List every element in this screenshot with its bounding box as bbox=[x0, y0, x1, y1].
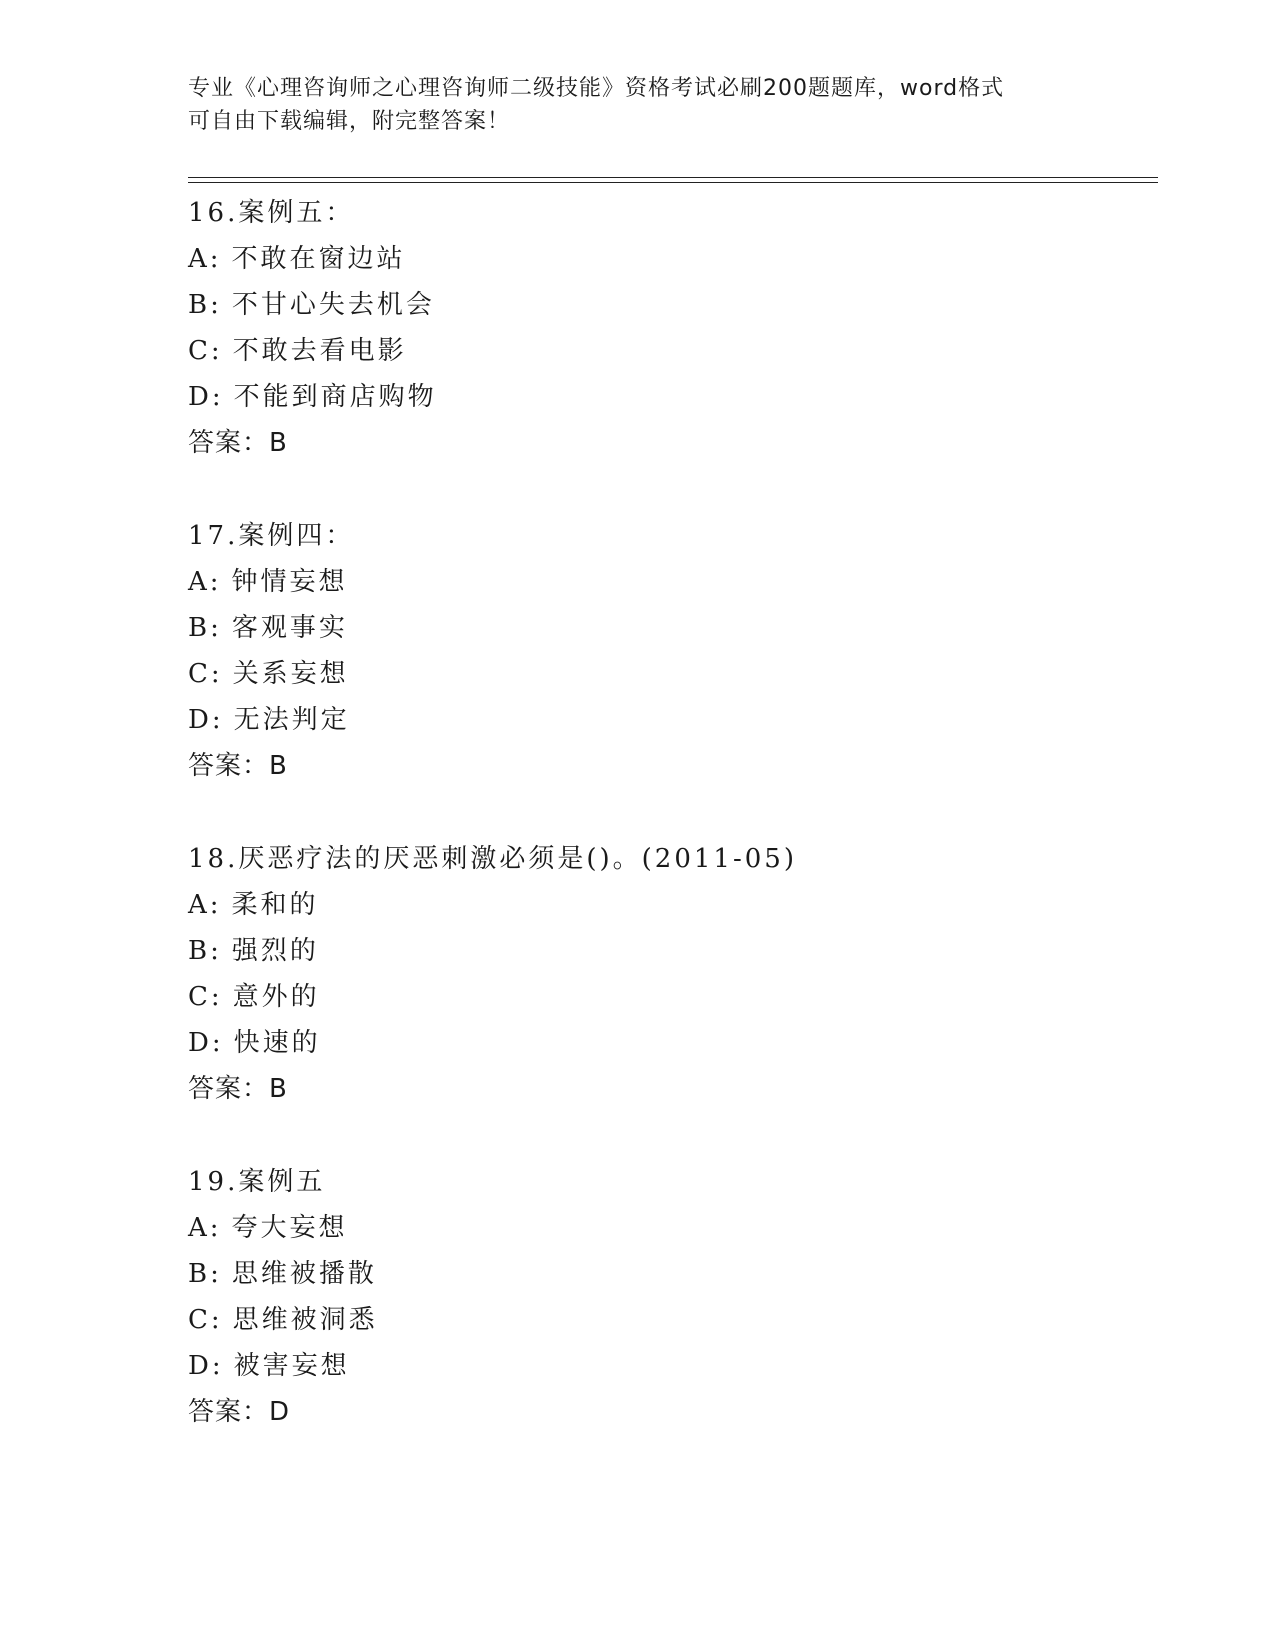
option-text: 意外的 bbox=[232, 982, 320, 1012]
header-divider-bottom bbox=[188, 182, 1158, 183]
option-b bbox=[188, 605, 1148, 651]
option-text: 关系妄想 bbox=[232, 659, 349, 689]
option-text: 强烈的 bbox=[231, 936, 319, 966]
option-letter: C: bbox=[188, 1305, 223, 1335]
option-letter: C: bbox=[188, 982, 223, 1012]
question-stem: 19.案例五 bbox=[188, 1167, 326, 1197]
option-d bbox=[188, 374, 1148, 420]
option-text: 思维被播散 bbox=[231, 1259, 377, 1289]
header-line-1: 专业《心理咨询师之心理咨询师二级技能》资格考试必刷200题题库，word格式 bbox=[188, 76, 1005, 101]
question-18 bbox=[188, 836, 1148, 1112]
option-b bbox=[188, 928, 1148, 974]
question-17 bbox=[188, 513, 1148, 789]
option-a bbox=[188, 1205, 1148, 1251]
option-letter: A: bbox=[188, 567, 222, 597]
option-letter: D: bbox=[188, 1351, 224, 1381]
option-letter: A: bbox=[188, 1213, 222, 1243]
option-letter: D: bbox=[188, 382, 224, 412]
option-letter: A: bbox=[188, 244, 222, 274]
option-text: 思维被洞悉 bbox=[232, 1305, 378, 1335]
option-c bbox=[188, 1297, 1148, 1343]
question-stem: 18.厌恶疗法的厌恶刺激必须是()。(2011-05) bbox=[188, 844, 797, 874]
option-a bbox=[188, 559, 1148, 605]
option-text: 柔和的 bbox=[231, 890, 319, 920]
option-b bbox=[188, 282, 1148, 328]
question-stem: 16.案例五： bbox=[188, 198, 355, 228]
option-text: 客观事实 bbox=[231, 613, 348, 643]
option-c bbox=[188, 974, 1148, 1020]
option-letter: B: bbox=[188, 1259, 222, 1289]
option-a bbox=[188, 236, 1148, 282]
option-text: 快速的 bbox=[233, 1028, 321, 1058]
option-text: 不甘心失去机会 bbox=[231, 290, 435, 320]
option-d bbox=[188, 1343, 1148, 1389]
option-c bbox=[188, 651, 1148, 697]
option-letter: C: bbox=[188, 336, 223, 366]
question-16 bbox=[188, 190, 1148, 466]
option-a bbox=[188, 882, 1148, 928]
option-text: 夸大妄想 bbox=[231, 1213, 348, 1243]
answer-line: 答案：B bbox=[188, 751, 288, 781]
option-letter: B: bbox=[188, 936, 222, 966]
answer-line: 答案：B bbox=[188, 1074, 288, 1104]
answer-line: 答案：D bbox=[188, 1397, 291, 1427]
option-text: 不能到商店购物 bbox=[233, 382, 437, 412]
option-letter: B: bbox=[188, 613, 222, 643]
header-divider-top bbox=[188, 177, 1158, 178]
question-list bbox=[188, 190, 1148, 1482]
option-text: 被害妄想 bbox=[233, 1351, 350, 1381]
option-letter: D: bbox=[188, 1028, 224, 1058]
header-line-2: 可自由下载编辑，附完整答案！ bbox=[188, 109, 511, 134]
option-letter: A: bbox=[188, 890, 222, 920]
option-text: 无法判定 bbox=[233, 705, 350, 735]
option-text: 钟情妄想 bbox=[231, 567, 348, 597]
answer-line: 答案：B bbox=[188, 428, 288, 458]
option-b bbox=[188, 1251, 1148, 1297]
option-letter: C: bbox=[188, 659, 223, 689]
option-text: 不敢去看电影 bbox=[232, 336, 407, 366]
option-letter: D: bbox=[188, 705, 224, 735]
option-d bbox=[188, 697, 1148, 743]
option-text: 不敢在窗边站 bbox=[231, 244, 406, 274]
option-letter: B: bbox=[188, 290, 222, 320]
question-19 bbox=[188, 1159, 1148, 1435]
option-c bbox=[188, 328, 1148, 374]
question-stem: 17.案例四： bbox=[188, 521, 355, 551]
option-d bbox=[188, 1020, 1148, 1066]
document-header bbox=[188, 72, 1088, 138]
